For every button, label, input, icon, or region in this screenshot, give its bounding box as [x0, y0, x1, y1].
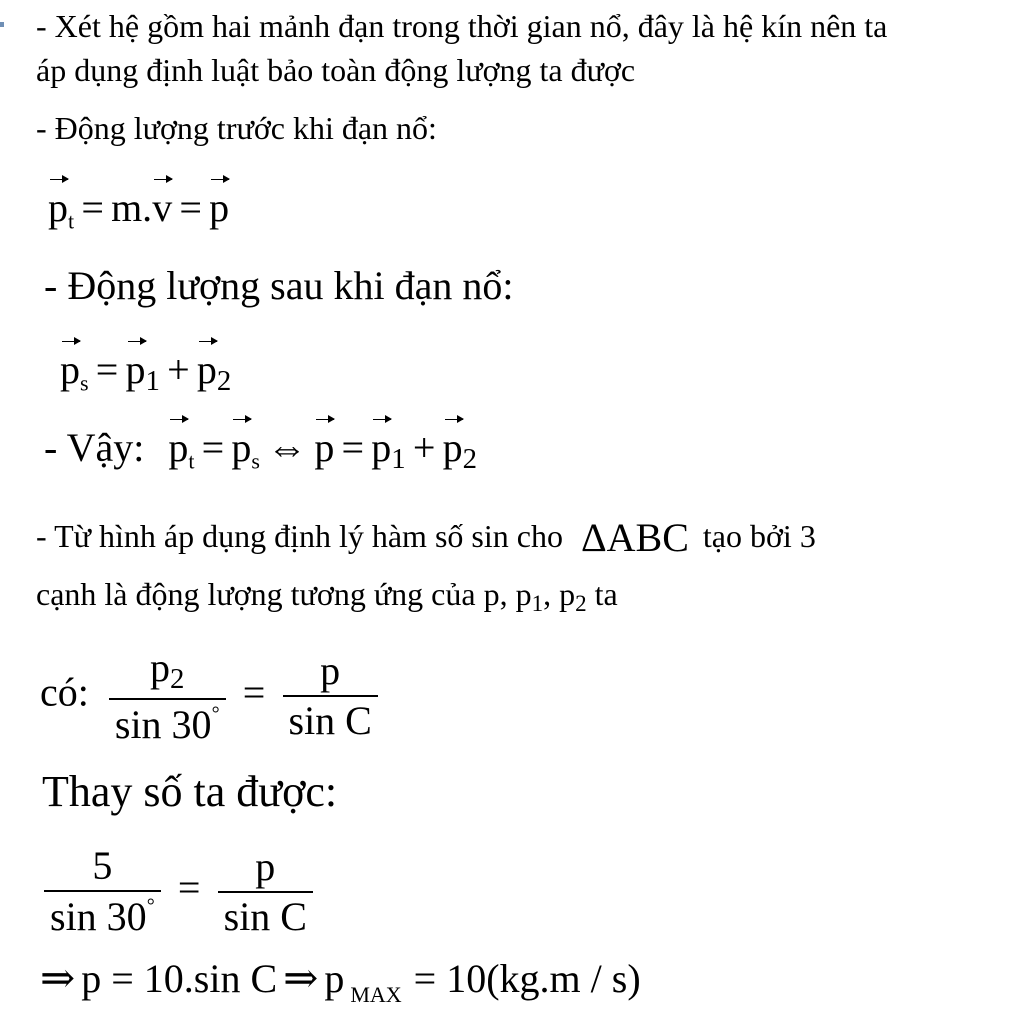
intro-line-1: - Xét hệ gồm hai mảnh đạn trong thời gian nổ, đây là hệ kín nên ta: [36, 8, 888, 44]
therefore-label: - Vậy:: [44, 425, 145, 470]
sine-rule-line-2: cạnh là động lượng tương ứng của p, p1, p2 ta: [36, 576, 618, 616]
intro-line-2: áp dụng định luật bảo toàn động lượng ta được: [36, 52, 636, 88]
vec-p: p: [209, 185, 230, 230]
triangle-abc: ΔABC: [580, 515, 689, 560]
fraction-sub-right: $\frac{p}{\text{sin C}}$: [218, 847, 313, 937]
margin-marker: [0, 22, 4, 27]
formula-label: có:: [40, 669, 89, 715]
before-equation: $p_t = m.v = p$: [48, 185, 230, 234]
fraction-right: $\frac{p}{\text{sin C}}$: [283, 651, 378, 741]
vec-v: v: [152, 185, 173, 230]
sine-rule-line-1: - Từ hình áp dụng định lý hàm số sin cho ΔABC tạo bởi 3: [36, 515, 816, 560]
substitute-formula: $\frac{5}{\sin 30^\circ}$ = $\frac{p}{\text{sin C}}$: [44, 846, 313, 937]
result-equation: ⇒ p = 10.sin C ⇒ p $_{MAX}$ = 10(kg.m / s): [40, 956, 641, 1007]
after-label: - Động lượng sau khi đạn nổ:: [44, 263, 514, 308]
fraction-sub-left: $\frac{5}{\sin 30^\circ}$: [44, 846, 161, 937]
substitute-label: Thay số ta được:: [42, 767, 338, 816]
sine-formula: có: $\frac{p2}{\sin 30^\circ}$ = $\frac{p}{\text{sin C}}$: [40, 648, 378, 745]
vec-pt: p: [48, 185, 68, 230]
fraction-left: $\frac{p2}{\sin 30^\circ}$: [109, 648, 226, 745]
therefore-equation: - Vậy: $p_t = p_s$ ⇔ p = p1 + p2: [44, 425, 478, 476]
after-equation: $p_s = p1 + p2$: [60, 347, 232, 398]
before-label: - Động lượng trước khi đạn nổ:: [36, 110, 437, 146]
